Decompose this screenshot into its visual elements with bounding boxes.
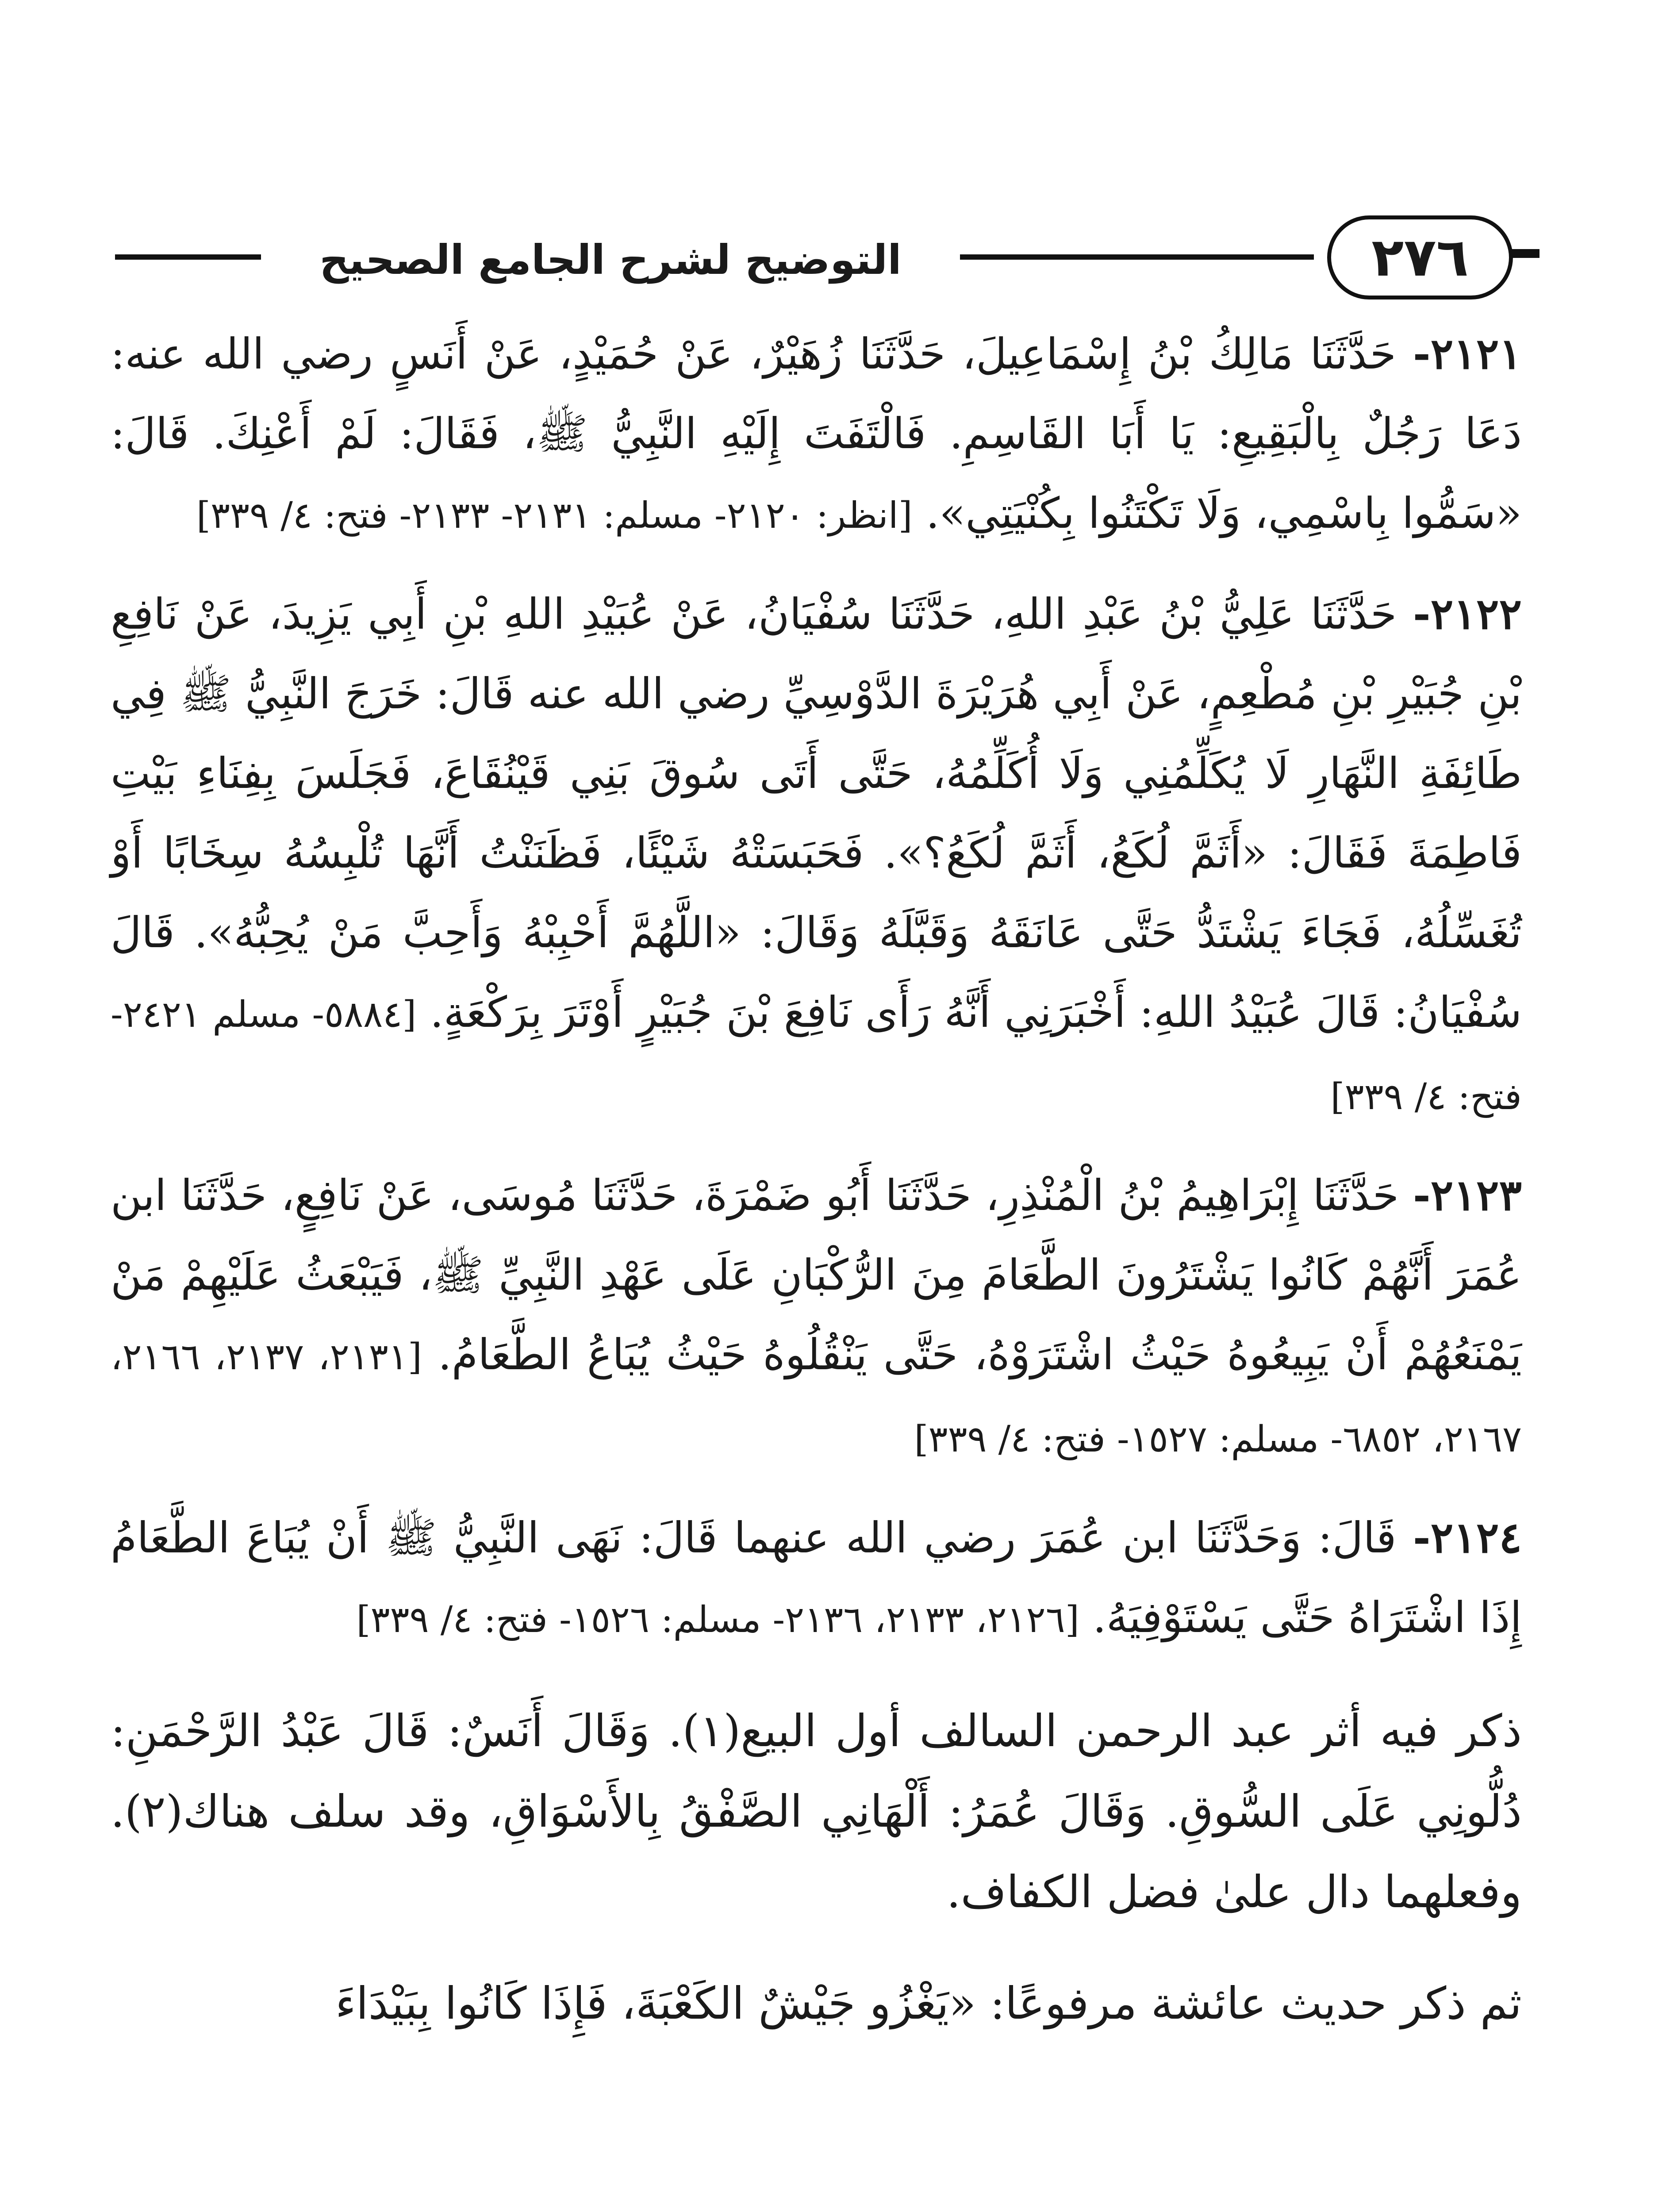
- hadith-reference: [٥٨٨٤- مسلم ٢٤٢١- فتح: ٤/ ٣٣٩]: [111, 994, 1522, 1118]
- hadith-number: ٢١٢١-: [1413, 329, 1522, 379]
- hadith-reference: [انظر: ٢١٢٠- مسلم: ٢١٣١- ٢١٣٣- فتح: ٤/ ٣٣٩]: [196, 495, 913, 537]
- hadith-number: ٢١٢٤-: [1413, 1513, 1522, 1563]
- hadith-reference: [٢١٢٦، ٢١٣٣، ٢١٣٦- مسلم: ١٥٢٦- فتح: ٤/ ٣٣٩]: [356, 1599, 1079, 1641]
- hadith-reference: [٢١٣١، ٢١٣٧، ٢١٦٦، ٢١٦٧، ٦٨٥٢- مسلم: ١٥٢٧- فتح: ٤/ ٣٣٩]: [111, 1336, 1522, 1460]
- header-rule-left: [115, 254, 261, 260]
- page-number: ٢٧٦: [1327, 215, 1513, 300]
- running-title: التوضيح لشرح الجامع الصحيح: [319, 236, 902, 284]
- hadith-text: حَدَّثَنَا عَلِيُّ بْنُ عَبْدِ اللهِ، حَدَّثَنَا سُفْيَانُ، عَنْ عُبَيْدِ اللهِ بْنِ أَبِي يَزِيدَ، عَنْ نَافِعِ بْنِ جُبَيْرِ بْنِ مُطْعِمٍ، عَنْ أَبِي هُرَيْرَةَ الدَّوْسِيِّ رضي الله عنه قَالَ: خَرَجَ النَّبِيُّ ﷺ فِي طَائِفَةِ النَّهَارِ لَا يُكَلِّمُنِي وَلَا أُكَلِّمُهُ، حَتَّى أَتَى سُوقَ بَنِي قَيْنُقَاعَ، فَجَلَسَ بِفِنَاءِ بَيْتِ فَاطِمَةَ فَقَالَ: «أَثَمَّ لُكَعُ، أَثَمَّ لُكَعُ؟». فَحَبَسَتْهُ شَيْئًا، فَظَنَنْتُ أَنَّهَا تُلْبِسُهُ سِخَابًا أَوْ تُغَسِّلُهُ، فَجَاءَ يَشْتَدُّ حَتَّى عَانَقَهُ وَقَبَّلَهُ وَقَالَ: «اللَّهُمَّ أَحْبِبْهُ وَأَحِبَّ مَنْ يُحِبُّهُ». قَالَ سُفْيَانُ: قَالَ عُبَيْدُ اللهِ: أَخْبَرَنِي أَنَّهُ رَأَى نَافِعَ بْنَ جُبَيْرٍ أَوْتَرَ بِرَكْعَةٍ.: [111, 589, 1522, 1037]
- hadith-text: قَالَ: وَحَدَّثَنَا ابن عُمَرَ رضي الله عنهما قَالَ: نَهَى النَّبِيُّ ﷺ أَنْ يُبَاعَ الطَّعَامُ إِذَا اشْتَرَاهُ حَتَّى يَسْتَوْفِيَهُ.: [111, 1513, 1522, 1642]
- hadith-2124: [111, 1498, 1522, 1660]
- hadith-number: ٢١٢٢-: [1413, 589, 1522, 639]
- hadith-2123: [111, 1156, 1522, 1479]
- commentary-paragraph: ثم ذكر حديث عائشة مرفوعًا: «يَغْزُو جَيْشٌ الكَعْبَةَ، فَإِذَا كَانُوا بِبَيْدَاءَ: [335, 1978, 1522, 2029]
- running-header: [111, 210, 1522, 307]
- hadith-number: ٢١٢٣-: [1413, 1170, 1522, 1220]
- header-rule-right: [960, 254, 1314, 260]
- page-body: [111, 314, 1522, 2062]
- commentary-paragraph: ذكر فيه أثر عبد الرحمن السالف أول البيع(١). وَقَالَ أَنَسٌ: قَالَ عَبْدُ الرَّحْمَنِ: دُلُّونِي عَلَى السُّوقِ. وَقَالَ عُمَرُ: أَلْهَانِي الصَّفْقُ بِالأَسْوَاقِ، وقد سلف هناك(٢). وفعلهما دال علىٰ فضل الكفاف.: [111, 1705, 1522, 1918]
- hadith-2122: [111, 574, 1522, 1137]
- hadith-text: حَدَّثَنَا إِبْرَاهِيمُ بْنُ الْمُنْذِرِ، حَدَّثَنَا أَبُو ضَمْرَةَ، حَدَّثَنَا مُوسَى، عَنْ نَافِعٍ، حَدَّثَنَا ابن عُمَرَ أَنَّهُمْ كَانُوا يَشْتَرُونَ الطَّعَامَ مِنَ الرُّكْبَانِ عَلَى عَهْدِ النَّبِيِّ ﷺ، فَيَبْعَثُ عَلَيْهِمْ مَنْ يَمْنَعُهُمْ أَنْ يَبِيعُوهُ حَيْثُ اشْتَرَوْهُ، حَتَّى يَنْقُلُوهُ حَيْثُ يُبَاعُ الطَّعَامُ.: [111, 1171, 1522, 1379]
- hadith-text: حَدَّثَنَا مَالِكُ بْنُ إِسْمَاعِيلَ، حَدَّثَنَا زُهَيْرٌ، عَنْ حُمَيْدٍ، عَنْ أَنَسٍ رضي الله عنه: دَعَا رَجُلٌ بِالْبَقِيعِ: يَا أَبَا القَاسِمِ. فَالْتَفَتَ إِلَيْهِ النَّبِيُّ ﷺ، فَقَالَ: لَمْ أَعْنِكَ. قَالَ: «سَمُّوا بِاسْمِي، وَلَا تَكْتَنُوا بِكُنْيَتِي».: [111, 329, 1522, 538]
- hadith-2121: [111, 314, 1522, 556]
- book-page: [111, 186, 1522, 2212]
